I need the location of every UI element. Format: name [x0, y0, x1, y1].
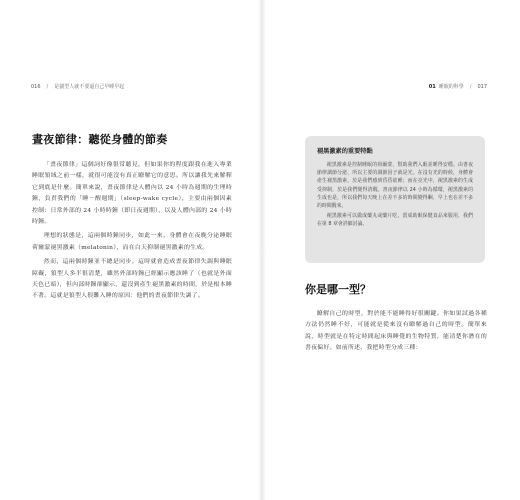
- section-heading-circadian: 晝夜節律：聽從身體的節奏: [32, 133, 168, 146]
- left-running-title: 是貓型人就不要逼自己早睡早起: [54, 84, 125, 90]
- body-paragraph: 理想的狀態是，這兩個時鐘同步，如此一來，身體會在夜晚分泌睡眠荷爾蒙褪黑激素（melatonin），而在白天抑制褪黑激素的生成。: [32, 233, 232, 251]
- right-running-header: [429, 83, 487, 90]
- section-heading-chronotype: 你是哪一型？: [305, 283, 371, 296]
- melatonin-sidebar-box: [305, 136, 485, 263]
- right-page-number: 017: [477, 84, 487, 90]
- sidebar-title: 褪黑激素的重要特點: [317, 148, 373, 155]
- chapter-number: 01: [428, 84, 436, 90]
- chapter-title: 睡眠的科學: [438, 84, 464, 90]
- body-paragraph: 「晝夜節律」這個詞好像很常聽見，但如果你的程度跟我在進入專業睡眠領域之前一樣，就很可能沒有真正瞭解它的意思。所以讓我先來解釋它到底是什麼。簡單來說，晝夜節律是人體內以 24 小時為週期的生理時鐘，負責我們的「睡－醒週期」（sleep-wake cycle），主要由兩個因素控制：日常外部的 24 小時時鐘（即日夜週期），以及人體內部的 24 小時時鐘。: [32, 162, 232, 226]
- right-body-text: [305, 309, 487, 355]
- left-page-number: 016: [31, 84, 41, 90]
- header-separator: /: [469, 84, 472, 90]
- left-body-text: [32, 160, 232, 306]
- sidebar-paragraph: 褪黑激素可以做成藥丸或藥片吃，當成助眠保健食品來服用，我們在第 8 章會詳細討論。: [317, 213, 473, 228]
- header-separator: /: [46, 84, 49, 90]
- sidebar-paragraph: 褪黑激素是控制睡眠的荷爾蒙，幫助我們入眠並睡得安穩。由書夜節律調節分泌，所以主要的調節因子就是光。在沒有光的時候，身體會產生褪黑激素，於是我們感到昏昏欲睡；而在亮光中，褪黑激素的生成受抑制，於是我們變得清醒。書夜節律以 24 小時為循環，褪黑激素的生成也是，所以我們每天晚上在差不多的時間變得睏，早上也在差不多的時間醒來。: [317, 162, 473, 210]
- body-paragraph: 瞭解自己的時型，對於能不能睡得好很關鍵。你如果試過各種方法仍然睡不好，可能就是從來沒有瞭解過自己的時型。簡單來說，時型就是在特定時間起床與睡覺的生物特質，能清楚你潛在的書夜偏好。如前所述，我把時型分成三種：: [305, 311, 487, 352]
- body-paragraph: 然而，這兩個時鐘並不總是同步。這時就會造成晝夜節律失調與睡眠障礙，狼型人多半很清楚，雖然外部時鐘已經顯示應該睡了（也就是外面天色已暗），但內部時鐘卻顯示，還沒到產生褪黑激素的時間，於是根本睡不著。這就是狼型人很難入睡的原因：他們的晝夜節律失調了。: [32, 259, 232, 300]
- left-running-header: [31, 83, 124, 90]
